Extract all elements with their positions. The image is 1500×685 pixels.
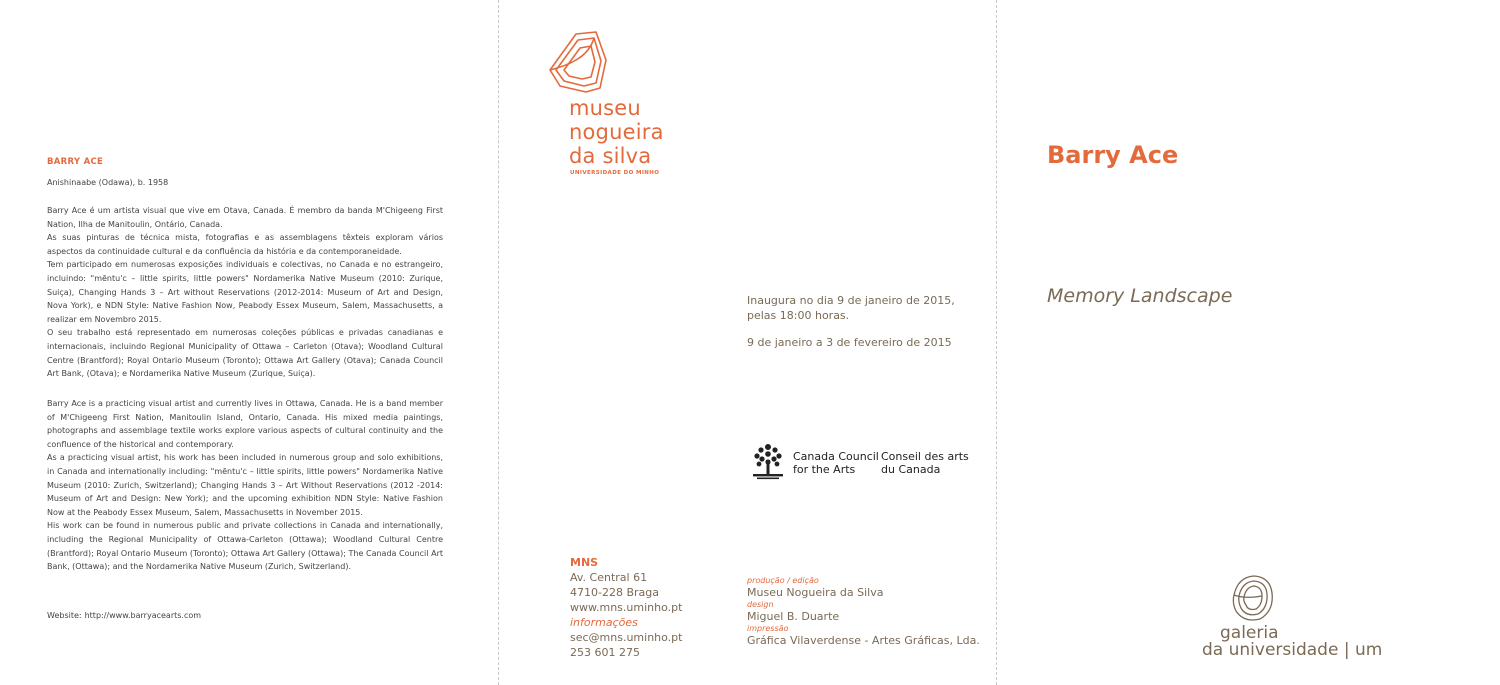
- canada-council-english: [793, 450, 879, 476]
- galeria-logo-icon: [1228, 573, 1276, 623]
- credit-label: produção / edição: [747, 576, 819, 585]
- opening-info: [747, 294, 955, 323]
- cc-fr-line: Conseil des arts: [881, 450, 969, 463]
- cc-fr-line: du Canada: [881, 463, 941, 476]
- credit-value: Miguel B. Duarte: [747, 610, 840, 623]
- canada-council-french: [881, 450, 969, 476]
- canada-council-tree-icon: [751, 442, 785, 480]
- bio-pt-paragraph: Barry Ace é um artista visual que vive em Otava, Canada. É membro da banda M'Chigeeng First Nation, Ilha de Manitoulin, Ontário, Canada.: [47, 206, 443, 229]
- credit-value: Gráfica Vilaverdense - Artes Gráficas, Lda.: [747, 634, 980, 647]
- mns-address-line: 4710-228 Braga: [570, 586, 659, 599]
- opening-line: pelas 18:00 horas.: [747, 308, 850, 322]
- bio-pt-paragraph: Tem participado em numerosas exposições individuais e colectivas, no Canada e no estrangeiro, incluindo: "mēntu'c – little spirits, little powers" Nordamerika Native Museum (2010: Zurique, Suiça), Changing Hands 3 – Art without Reservations (2012-2014: Museum of Art and Design, Nova York), e NDN Style: Native Fashion Now, Peabody Essex Museum, Salem, Massachusetts, a realizar em Novembro 2015.: [47, 260, 443, 324]
- artist-name: Barry Ace: [1047, 141, 1179, 169]
- bio-pt-paragraph: O seu trabalho está representado em numerosas coleções públicas e privadas canadianas e internacionais, incluindo Regional Municipality of Ottawa – Carleton (Otava); Woodland Cultural Centre (Brantford); Royal Ontario Museum (Toronto); Ottawa Art Gallery (Otava); Canada Council Art Bank, (Otava); e Nordamerika Native Museum (Zurique, Suiça).: [47, 328, 443, 379]
- museum-subtitle: UNIVERSIDADE DO MINHO: [570, 170, 660, 176]
- exhibition-title: Memory Landscape: [1047, 285, 1233, 307]
- credits: [747, 576, 980, 648]
- info-panel: [499, 0, 996, 685]
- galeria-wordmark: [1202, 625, 1382, 659]
- cc-en-line: Canada Council: [793, 450, 879, 463]
- museum-name-line: museu: [569, 96, 641, 120]
- website-label: Website:: [47, 611, 82, 620]
- exhibition-dates: 9 de janeiro a 3 de fevereiro de 2015: [747, 336, 952, 349]
- bio-panel: [0, 0, 498, 685]
- cover-panel: [997, 0, 1500, 685]
- cc-en-line: for the Arts: [793, 463, 856, 476]
- mns-title: MNS: [570, 556, 599, 569]
- bio-pt-paragraph: As suas pinturas de técnica mista, fotografias e as assemblagens têxteis exploram vários aspectos da continuidade cultural e da confluência da história e da contemporaneidade.: [47, 233, 443, 256]
- mns-website-link[interactable]: www.mns.uminho.pt: [570, 601, 683, 614]
- galeria-line: da universidade | um: [1202, 640, 1383, 660]
- galeria-line: galeria: [1220, 623, 1279, 643]
- bio-english: [47, 397, 443, 574]
- mns-email-link[interactable]: sec@mns.uminho.pt: [570, 631, 683, 644]
- bio-en-paragraph: As a practicing visual artist, his work has been included in numerous group and solo exhibitions, in Canada and internationally including: "mēntu'c – little spirits, little powers" Nordamerika Native Museum (2010: Zurich, Switzerland); Changing Hands 3 – Art Without Reservations (2012 -2014: Museum of Art and Design: New York); and the upcoming exhibition NDN Style: Native Fashion Now at the Peabody Essex Museum, Salem, Massachusetts in November 2015.: [47, 453, 443, 517]
- museum-name-line: nogueira: [569, 120, 664, 144]
- mns-info-label: informações: [570, 616, 638, 629]
- museum-contact: [570, 555, 682, 660]
- museum-logo-icon: [546, 30, 612, 94]
- opening-line: Inaugura no dia 9 de janeiro de 2015,: [747, 294, 955, 307]
- bio-origin: Anishinaabe (Odawa), b. 1958: [47, 178, 169, 187]
- website-link[interactable]: http://www.barryacearts.com: [84, 611, 202, 620]
- museum-wordmark: [569, 96, 664, 168]
- credit-label: design: [747, 600, 774, 609]
- mns-phone: 253 601 275: [570, 646, 640, 659]
- bio-en-paragraph: His work can be found in numerous public and private collections in Canada and internationally, including the Regional Municipality of Ottawa-Carleton (Ottawa); Woodland Cultural Centre (Brantford); Royal Ontario Museum (Toronto); Ottawa Art Gallery (Ottawa); The Canada Council Art Bank, (Ottawa); and the Nordamerika Native Museum (Zurich, Switzerland).: [47, 521, 443, 572]
- credit-value: Museu Nogueira da Silva: [747, 586, 884, 599]
- bio-portuguese: [47, 204, 443, 381]
- bio-heading: BARRY ACE: [47, 157, 104, 167]
- credit-label: impressão: [747, 624, 789, 633]
- museum-name-line: da silva: [569, 144, 652, 168]
- mns-address-line: Av. Central 61: [570, 571, 648, 584]
- website: [47, 611, 201, 620]
- bio-en-paragraph: Barry Ace is a practicing visual artist and currently lives in Ottawa, Canada. He is a band member of M'Chigeeng First Nation, Manitoulin Island, Ontario, Canada. His mixed media paintings, photographs and assemblage textile works explore various aspects of cultural continuity and the confluence of the historical and contemporary.: [47, 399, 443, 449]
